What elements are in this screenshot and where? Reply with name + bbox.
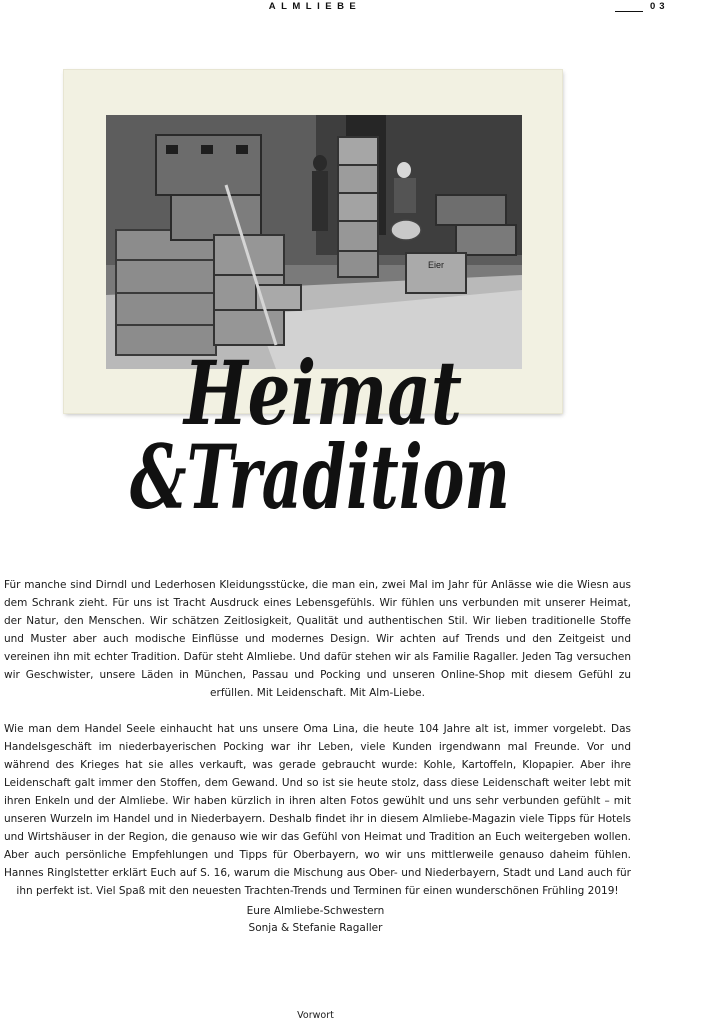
signoff-line2: Sonja & Stefanie Ragaller bbox=[248, 922, 383, 934]
signoff-line1: Eure Almliebe-Schwestern bbox=[246, 905, 385, 917]
intro-paragraph-2: Wie man dem Handel Seele einhaucht hat uns unsere Oma Lina, die heute 104 Jahre alt ist, immer vorgelebt. Das Handelsgeschäft im niederbayerischen Pocking war ihr Leben, viele Kunden irgendwann mal Freunde. Vor und während des Krieges hat sie alles verkauft, was gerade gebraucht wurde: Kohle, Kartoffeln, Klopapier. Aber ihre Leidenschaft galt immer den Stoffen, dem Gewand. Und so ist sie heute stolz, dass diese Leidenschaft weiter lebt mit ihren Enkeln und der Almliebe. Wir haben kürzlich in ihren alten Fotos gewühlt und uns sehr verbunden gefühlt – mit unseren Wurzeln im Handel und in Niederbayern. Deshalb findet ihr in diesem Almliebe-Magazin viele Tipps für Hotels und Wirtshäuser in der Region, die genauso wie wir das Gefühl von Heimat und Tradition an Euch weitergeben wollen. Aber auch persönliche Empfehlungen und Tipps für Oberbayern, wo wir uns mittlerweile genauso daheim fühlen. Hannes Ringlstetter erklärt Euch auf S. 16, warum die Mischung aus Ober- und Niederbayern, Stadt und Land auch für ihn perfekt ist. Viel Spaß mit den neuesten Trachten-Trends und Terminen für einen wunderschönen Frühling 2019! bbox=[4, 723, 631, 897]
page-number: 03 bbox=[650, 1, 669, 12]
crate-label: Eier bbox=[428, 260, 445, 270]
page-number-rule bbox=[615, 11, 643, 12]
headline bbox=[0, 338, 717, 538]
headline-line2: &Tradition bbox=[130, 425, 510, 529]
intro-text bbox=[4, 576, 631, 900]
signoff bbox=[0, 903, 631, 937]
intro-paragraph-1: Für manche sind Dirndl und Lederhosen Kleidungsstücke, die man ein, zwei Mal im Jahr für Anlässe wie die Wiesn aus dem Schrank zieht. Für uns ist Tracht Ausdruck eines Lebensgefühls. Wir fühlen uns verbunden mit unserer Heimat, der Natur, den Menschen. Wir schätzen Zeitlosigkeit, Qualität und authentischen Stil. Wir lieben traditionelle Stoffe und Muster aber auch modische Einflüsse und modernes Design. Wir achten auf Trends und den Zeitgeist und vereinen ihn mit echter Tradition. Dafür steht Almliebe. Und dafür stehen wir als Familie Ragaller. Jeden Tag versuchen wir Geschwister, unsere Läden in München, Passau und Pocking und unseren Online-Shop mit diesem Gefühl zu erfüllen. Mit Leidenschaft. Mit Alm-Liebe. bbox=[4, 579, 631, 699]
warehouse-photo-illustration bbox=[106, 115, 522, 369]
vintage-photo bbox=[106, 115, 522, 369]
headline-line1: Heimat bbox=[181, 341, 462, 445]
section-label: Vorwort bbox=[297, 1010, 334, 1021]
magazine-brand: ALMLIEBE bbox=[268, 1, 362, 12]
